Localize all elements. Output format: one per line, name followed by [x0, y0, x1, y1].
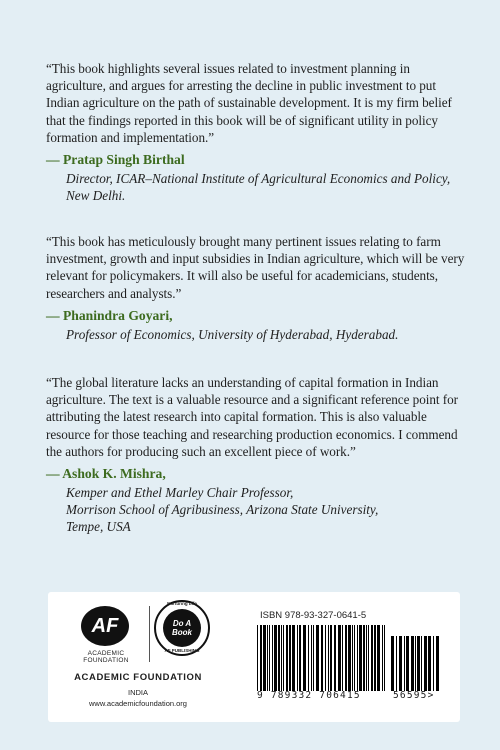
barcode-bar [263, 625, 266, 691]
barcode-digits: 9 789332 706415 [257, 690, 361, 701]
barcode-bar [371, 625, 373, 691]
barcode-bar [281, 625, 282, 691]
endorsement-author: — Ashok K. Mishra, [46, 466, 166, 482]
endorsement-quote: “This book highlights several issues related to investment planning in agriculture, and argues for arresting the decline in public investment to put Indian agriculture on the path of sustainable development. It is my firm belief that the findings reported in this book will be of significant utility in policy formation and implementation.” [46, 61, 452, 145]
dab-ring-bottom-text: AF PUBLISHING [164, 648, 200, 653]
barcode-bar [399, 636, 402, 691]
barcode-bar [368, 625, 369, 691]
barcode-bar [311, 625, 312, 691]
barcode-bar [359, 625, 362, 691]
barcode-bar [313, 625, 314, 691]
barcode-bar [334, 625, 336, 691]
barcode-bar [384, 625, 385, 691]
dab-logo-text: Do A Book [163, 609, 201, 647]
barcode-bar [357, 625, 358, 691]
barcode-bar [363, 625, 365, 691]
publisher-url: www.academicfoundation.org [89, 699, 187, 708]
dab-ring-top-text: Nurturing Life [167, 601, 197, 606]
barcode-bar [377, 625, 380, 691]
affiliation-line: Tempe, USA [66, 519, 131, 535]
barcode-bar [272, 625, 273, 691]
barcode-bar [345, 625, 347, 691]
price-barcode [391, 636, 439, 691]
endorsement-quote: “The global literature lacks an understanding of capital formation in Indian agriculture. The text is a valuable resource and a significant reference point for attributing the latest research into capital formation. This is also valuable resource for those teaching and researching production economics. I commend the authors for producing such an excellent piece of work.” [46, 375, 458, 459]
barcode-bar [433, 636, 434, 691]
logo-caption: ACADEMIC FOUNDATION [83, 650, 129, 664]
barcode-bar [424, 636, 427, 691]
endorsement-quote: “This book has meticulously brought many pertinent issues relating to farm investment, growth and input subsidies in Indian agriculture, which will be very relevant for policymakers. It will also be useful for academicians, students, researchers and analysts.” [46, 234, 465, 301]
barcode-bar [436, 636, 439, 691]
do-a-book-logo [154, 600, 210, 656]
barcode-bar [391, 636, 394, 691]
publisher-footer [48, 592, 460, 722]
publisher-name: ACADEMIC FOUNDATION [74, 672, 202, 683]
endorsement-1 [46, 60, 470, 204]
barcode-bar [267, 625, 268, 691]
barcode-bar [321, 625, 323, 691]
barcode-bar [366, 625, 367, 691]
barcode-bar [260, 625, 262, 691]
endorsement-3 [46, 374, 470, 536]
barcode-bar [348, 625, 351, 691]
barcode-bar [278, 625, 280, 691]
barcode-bar [338, 625, 341, 691]
academic-foundation-logo: AF [81, 606, 129, 646]
barcode-bar [415, 636, 416, 691]
barcode-bar [406, 636, 409, 691]
barcode-bar [325, 625, 326, 691]
barcode-bar [289, 625, 291, 691]
endorsement-affiliation: Professor of Economics, University of Hyderabad, Hyderabad. [66, 326, 399, 342]
barcode-bar [316, 625, 319, 691]
barcode-bar [286, 625, 288, 691]
barcode-bar [308, 625, 309, 691]
barcode-bar [417, 636, 420, 691]
barcode-bar [257, 625, 258, 691]
barcode-bar [283, 625, 284, 691]
barcode-bar [382, 625, 383, 691]
barcode-bar [404, 636, 405, 691]
barcode-bar [421, 636, 422, 691]
barcode-bar [428, 636, 431, 691]
barcode-bar [303, 625, 306, 691]
barcode-bar [297, 625, 298, 691]
barcode-bar [374, 625, 376, 691]
barcode-addon-digits: 56595> [393, 690, 435, 701]
endorsement-2 [46, 233, 470, 343]
barcode-bar [299, 625, 301, 691]
affiliation-line: Kemper and Ethel Marley Chair Professor, [66, 485, 294, 501]
endorsement-affiliation: Director, ICAR–National Institute of Agricultural Economics and Policy, New Delhi. [66, 171, 451, 204]
barcode-bar [342, 625, 343, 691]
barcode-bar [292, 625, 295, 691]
isbn-barcode [257, 625, 385, 691]
barcode-bar [330, 625, 332, 691]
barcode-bar [396, 636, 397, 691]
isbn-label: ISBN 978-93-327-0641-5 [260, 610, 367, 621]
barcode-bar [269, 625, 270, 691]
barcode-bar [274, 625, 277, 691]
endorsement-author: — Pratap Singh Birthal [46, 152, 185, 168]
barcode-bar [354, 625, 355, 691]
logo-divider [149, 606, 150, 662]
barcode-bar [352, 625, 353, 691]
affiliation-line: Morrison School of Agribusiness, Arizona State University, [66, 502, 379, 518]
barcode-bar [411, 636, 414, 691]
publisher-country: INDIA [127, 688, 148, 697]
endorsement-author: — Phanindra Goyari, [46, 307, 173, 323]
endorsement-affiliation [66, 484, 470, 536]
barcode-bar [328, 625, 329, 691]
